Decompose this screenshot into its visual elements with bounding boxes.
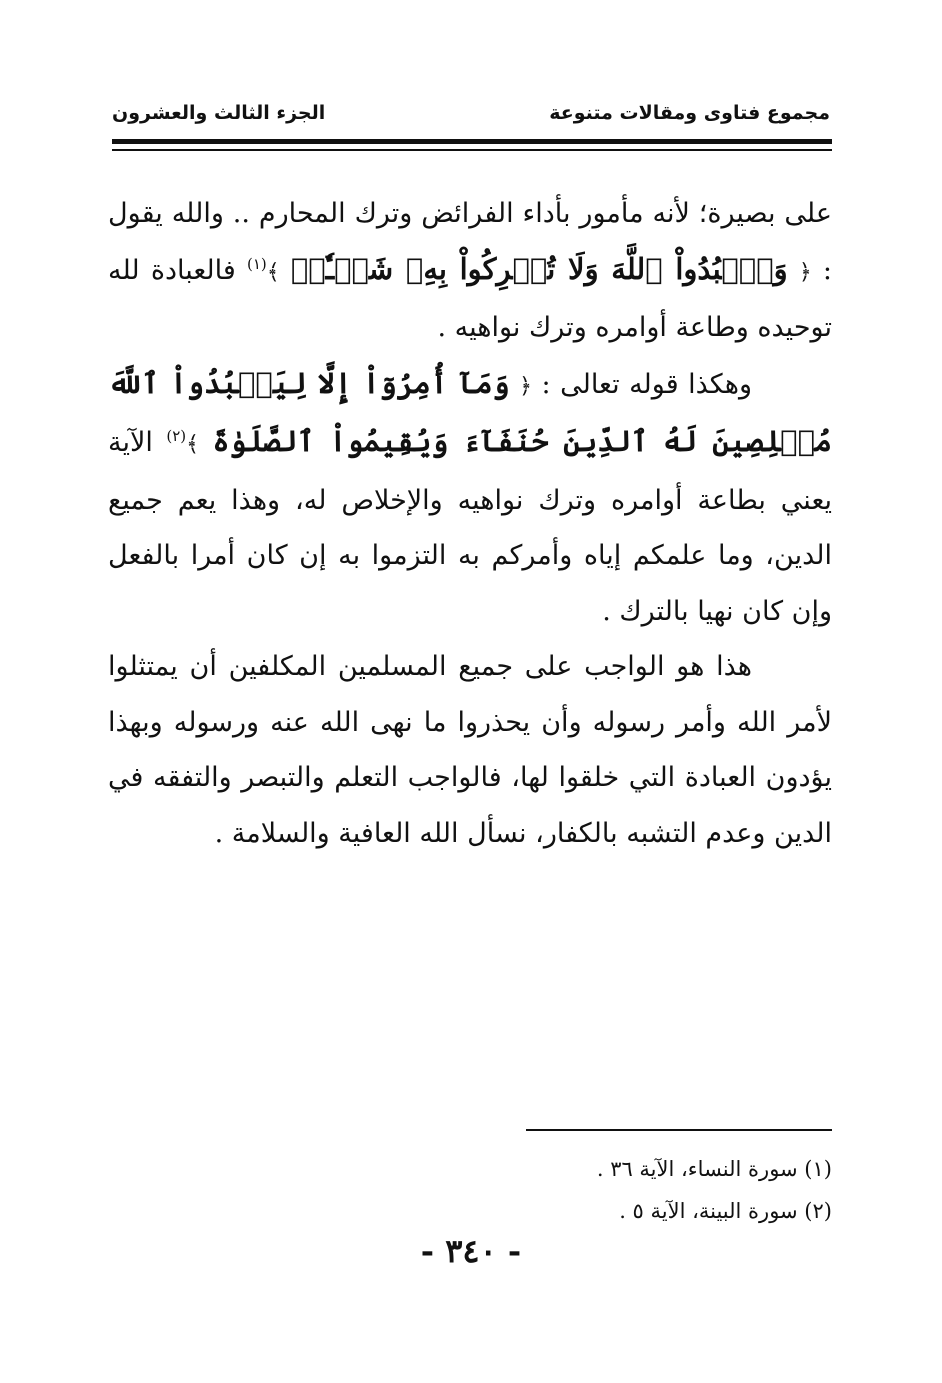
volume-label: الجزء الثالث والعشرون [112, 102, 326, 124]
header-rule-thick [112, 139, 832, 144]
verse1-open-bracket: ﴿ [798, 259, 812, 285]
footnote-ref-2: (٢) [166, 427, 187, 445]
header-rule-thin [112, 149, 832, 151]
p1-line1: على بصيرة؛ لأنه مأمور بأداء الفرائض وترك المحارم .. والله [171, 198, 832, 229]
p1-line3: توحيده وطاعة أوامره وترك نواهيه . [437, 312, 832, 343]
book-title: مجموع فتاوى ومقالات متنوعة [549, 102, 830, 124]
p2-start: وهكذا قوله تعالى : [541, 368, 752, 400]
p2-end: الآية يعني بطاعة أوامره وترك نواهيه والإخلاص له، وهذا يعم جميع الدين، وما علمكم إياه وأمركم به التزموا به إن كان أمرا بالفعل وإن كان نهيا بالترك . [108, 427, 832, 627]
verse2-close-bracket: ﴾ [186, 432, 200, 457]
paragraph-1 [108, 186, 832, 356]
footnote-1: (١) سورة النساء، الآية ٣٦ . [596, 1157, 832, 1181]
quran-verse-2: وَمَآ أُمِرُوٓاْ إِلَّا لِيَعۡبُدُواْ ٱللَّهَ مُخۡلِصِينَ لَهُ ٱلدِّينَ حُنَفَآءَ وَيُقِيمُواْ ٱلصَّلَوٰةَ [108, 365, 832, 458]
p1-line2-start: يقول : [108, 198, 832, 286]
verse2-open-bracket: ﴿ [519, 373, 533, 399]
main-text [108, 186, 832, 861]
p1-line2-end: فالعبادة لله [108, 254, 236, 286]
paragraph-3: هذا هو الواجب على جميع المسلمين المكلفين أن يمتثلوا لأمر الله وأمر رسوله وأن يحذروا ما نهى الله عنه ورسوله وبهذا يؤدون العبادة التي خلقوا لها، فالواجب التعلم والتبصر والتفقه في الدين وعدم التشبه بالكفار، نسأل الله العافية والسلامة . [108, 651, 832, 849]
footnote-2: (٢) سورة البينة، الآية ٥ . [619, 1199, 832, 1223]
quran-verse-1: وَٱعۡبُدُواْ ٱللَّهَ وَلَا تُشۡرِكُواْ بِهِۦ شَيۡـٔٗاۖ [290, 251, 788, 286]
footnotes [400, 1148, 832, 1232]
footnote-ref-1: (١) [246, 254, 267, 273]
paragraph-2 [108, 356, 832, 640]
page-header [112, 100, 830, 136]
page-number: - ٣٤٠ - [420, 1232, 522, 1270]
footnote-separator [526, 1129, 832, 1131]
verse1-close-bracket: ﴾ [266, 259, 280, 285]
